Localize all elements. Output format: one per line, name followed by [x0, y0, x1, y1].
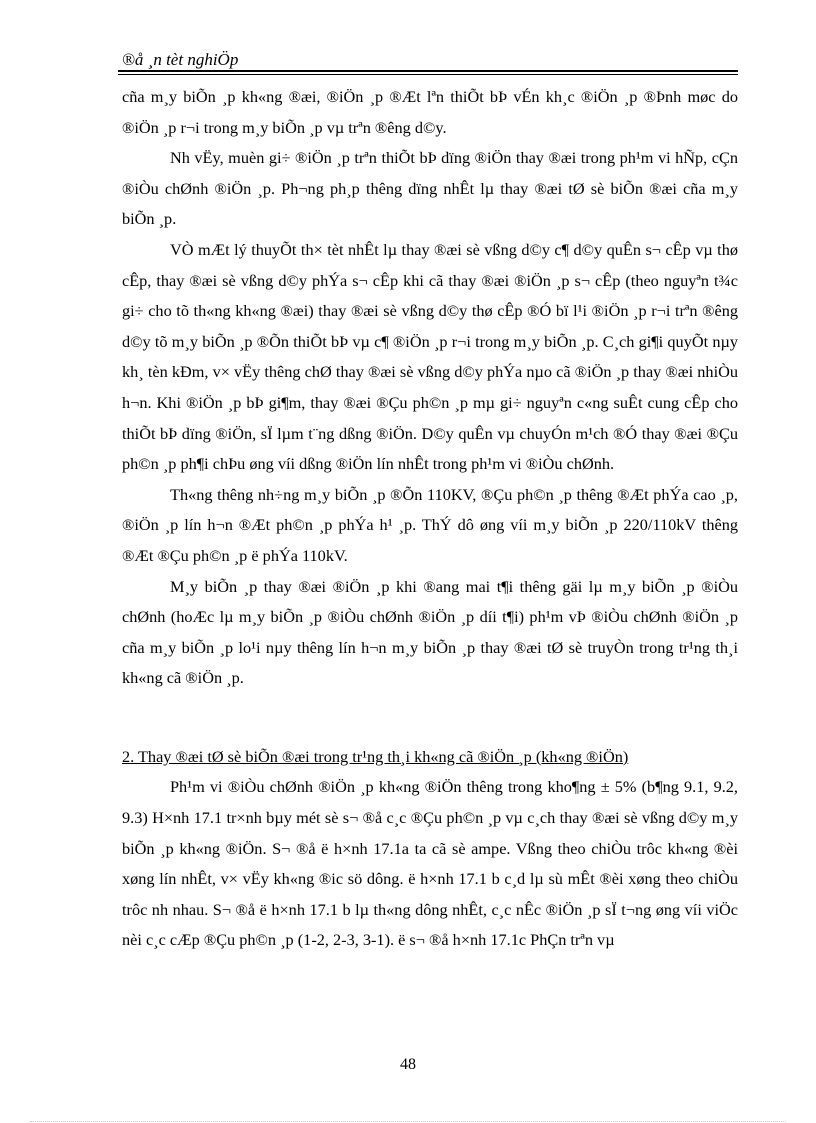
page-number: 48 — [400, 1056, 416, 1073]
paragraph-4: Th«ng thêng nh÷ng m¸y biÕn ¸p ®Õn 110KV, ®Çu ph©n ¸p thêng ®Æt phÝa cao ¸p, ®iÖn ¸p lín h¬n ®Æt ph©n ¸p phÝa h¹ ¸p. ThÝ dô øng víi m¸y biÕn ¸p 220/110kV thêng ®Æt ®Çu ph©n ¸p ë phÝa 110kV. — [122, 484, 738, 565]
paragraph-2: Nh vËy, muèn gi÷ ®iÖn ¸p trªn thiÕt bÞ dïng ®iÖn thay ®æi trong ph¹m vi hÑp, cÇn ®iÒu chØnh ®iÖn ¸p. Ph¬ng ph¸p thêng dïng nhÊt lµ thay ®æi tØ sè biÕn ®æi cña m¸y biÕn ¸p. — [122, 148, 738, 229]
running-header: ®å ¸n tèt nghiÖp — [122, 50, 239, 69]
paragraph-5: M¸y biÕn ¸p thay ®æi ®iÖn ¸p khi ®ang mai t¶i thêng gäi lµ m¸y biÕn ¸p ®iÒu chØnh (hoÆc lµ m¸y biÕn ¸p ®iÒu chØnh ®iÖn ¸p díi t¶i) ph¹m vÞ ®iÒu chØnh ®iÖn ¸p cña m¸y biÕn ¸p lo¹i nµy thêng lín h¬n m¸y biÕn ¸p thay ®æi tØ sè truyÒn trong tr¹ng th¸i kh«ng cã ®iÖn ¸p. — [122, 576, 738, 688]
body-text — [122, 82, 738, 956]
paragraph-3: VÒ mÆt lý thuyÕt th× tèt nhÊt lµ thay ®æi sè vßng d©y c¶ d©y quÊn s¬ cÊp vµ thø cÊp, thay ®æi sè vßng d©y phÝa s¬ cÊp khi cã thay ®æi ®iÖn ¸p s¬ cÊp (theo nguyªn t¾c gi÷ cho tõ th«ng kh«ng ®æi) thay ®æi sè vßng d©y thø cÊp ®Ó bï l¹i ®iÖn ¸p r¬i trªn ®êng d©y tõ m¸y biÕn ¸p ®Õn thiÕt bÞ vµ c¶ ®iÖn ¸p r¬i trong m¸y biÕn ¸p. C¸ch gi¶i quyÕt nµy kh¸ tèn kÐm, v× vËy thêng chØ thay ®æi sè vßng d©y phÝa nµo cã ®iÖn ¸p thay ®æi nhiÒu h¬n. Khi ®iÖn ¸p bÞ gi¶m, thay ®æi ®Çu ph©n ¸p mµ gi÷ nguyªn c«ng suÊt cung cÊp cho thiÕt bÞ dïng ®iÖn, sÏ lµm t¨ng dßng ®iÖn. D©y quÊn vµ chuyÓn m¹ch ®Ó thay ®æi ®Çu ph©n ¸p ph¶i chÞu øng víi dßng ®iÖn lín nhÊt trong ph¹m vi ®iÒu chØnh. — [122, 239, 738, 474]
header-rule-thin — [118, 74, 738, 75]
section-paragraph: Ph¹m vi ®iÒu chØnh ®iÖn ¸p kh«ng ®iÖn thêng trong kho¶ng ± 5% (b¶ng 9.1, 9.2, 9.3) H×nh 17.1 tr×nh bµy mét sè s¬ ®å c¸c ®Çu ph©n ¸p vµ c¸ch thay ®æi sè vßng d©y m¸y biÕn ¸p kh«ng ®iÖn. S¬ ®å ë h×nh 17.1a ta cã sè ampe. Vßng theo chiÒu trôc kh«ng ®èi xøng lín nhÊt, v× vËy kh«ng ®ic sö dông. ë h×nh 17.1 b c¸d lµ sù mÊt ®èi xøng theo chiÒu trôc nh nhau. S¬ ®å ë h×nh 17.1 b lµ th«ng dông nhÊt, c¸c nÊc ®iÖn ¸p sÏ t¬ng øng víi viÖc nèi c¸c cÆp ®Çu ph©n ¸p (1-2, 2-3, 3-1). ë s¬ ®å h×nh 17.1c PhÇn trªn vµ — [122, 777, 738, 950]
section-heading: 2. Thay ®æi tØ sè biÕn ®æi trong tr¹ng th¸i kh«ng cã ®iÖn ¸p (kh«ng ®iÖn) — [122, 746, 629, 766]
section-spacer — [122, 694, 738, 742]
header-rule-thick — [118, 70, 738, 72]
paragraph-1: cña m¸y biÕn ¸p kh«ng ®æi, ®iÖn ¸p ®Æt lªn thiÕt bÞ vÉn kh¸c ®iÖn ¸p ®Þnh møc do ®iÖn ¸p r¬i trong m¸y biÕn ¸p vµ trªn ®êng d©y. — [122, 87, 738, 137]
bottom-dotted-border — [30, 1121, 786, 1122]
